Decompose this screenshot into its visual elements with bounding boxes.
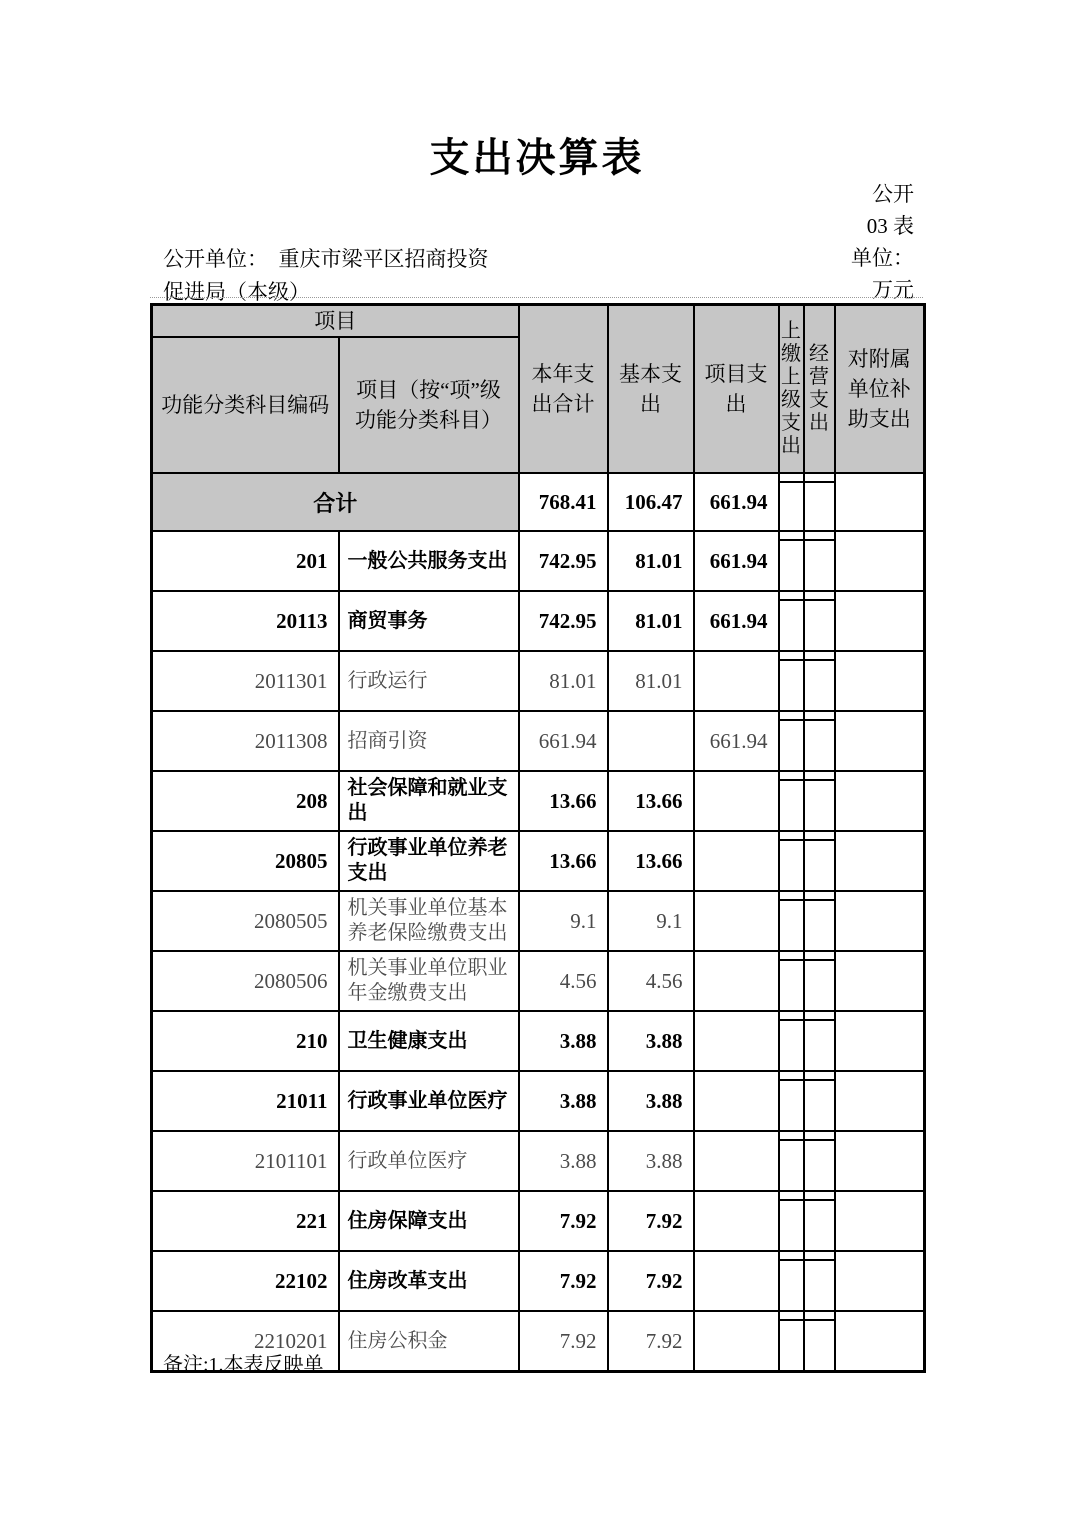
table-row [152,1011,925,1071]
project-expenditure-cell [694,771,779,831]
operating-expenditure-cell [804,651,835,711]
item-name-cell: 住房改革支出 [339,1251,519,1311]
total-expenditure-cell: 3.88 [519,1131,608,1191]
unit-value: 万元 [872,278,914,302]
table-row [152,473,925,531]
total-expenditure-cell: 768.41 [519,473,608,531]
subsidy-expenditure-cell [835,591,925,651]
project-expenditure-cell [694,891,779,951]
basic-expenditure-cell: 3.88 [608,1011,694,1071]
upper-level-expenditure-cell [779,1131,804,1191]
project-expenditure-cell: 661.94 [694,531,779,591]
upper-level-expenditure-cell [779,1071,804,1131]
org-name-line1: 公开单位： 重庆市梁平区招商投资 [163,247,489,271]
operating-expenditure-cell [804,473,835,531]
project-expenditure-cell [694,1311,779,1372]
upper-level-expenditure-cell [779,771,804,831]
operating-expenditure-cell [804,1131,835,1191]
subsidy-expenditure-cell [835,1011,925,1071]
total-expenditure-cell: 661.94 [519,711,608,771]
total-expenditure-cell: 3.88 [519,1011,608,1071]
operating-expenditure-cell [804,1191,835,1251]
upper-level-expenditure-cell [779,1011,804,1071]
function-code-cell: 2080505 [152,891,339,951]
project-expenditure-cell: 661.94 [694,591,779,651]
subsidy-expenditure-cell [835,1071,925,1131]
table-row [152,831,925,891]
doc-meta-right [851,178,914,306]
total-expenditure-cell: 7.92 [519,1251,608,1311]
doc-meta-left [163,243,583,309]
operating-expenditure-cell [804,531,835,591]
project-expenditure-cell [694,1191,779,1251]
item-name-cell: 住房保障支出 [339,1191,519,1251]
operating-expenditure-cell [804,831,835,891]
header-basic-expenditure: 基本支出 [608,305,694,474]
subsidy-expenditure-cell [835,831,925,891]
basic-expenditure-cell: 4.56 [608,951,694,1011]
header-project-expenditure: 项目支出 [694,305,779,474]
footnote: 备注:1.本表反映单 [163,1354,324,1376]
header-project-group: 项目 [152,305,519,338]
upper-level-expenditure-cell [779,831,804,891]
subsidy-expenditure-cell [835,1311,925,1372]
table-row [152,1191,925,1251]
form-public-label: 公开 [872,182,914,206]
operating-expenditure-cell [804,951,835,1011]
function-code-cell: 21011 [152,1071,339,1131]
upper-level-expenditure-cell [779,651,804,711]
basic-expenditure-cell [608,711,694,771]
project-expenditure-cell [694,1251,779,1311]
upper-level-expenditure-cell [779,1311,804,1372]
table-row [152,771,925,831]
header-subsidy-expenditure: 对附属单位补助支出 [835,305,925,474]
unit-label: 单位： [851,246,914,270]
total-expenditure-cell: 742.95 [519,591,608,651]
table-row [152,651,925,711]
page-title: 支出决算表 [429,135,645,180]
total-expenditure-cell: 81.01 [519,651,608,711]
project-expenditure-cell [694,951,779,1011]
function-code-cell: 2101101 [152,1131,339,1191]
item-name-cell: 商贸事务 [339,591,519,651]
upper-level-expenditure-cell [779,591,804,651]
function-code-cell: 20805 [152,831,339,891]
basic-expenditure-cell: 13.66 [608,771,694,831]
operating-expenditure-cell [804,1311,835,1372]
basic-expenditure-cell: 7.92 [608,1311,694,1372]
item-name-cell: 行政事业单位医疗 [339,1071,519,1131]
subsidy-expenditure-cell [835,951,925,1011]
project-expenditure-cell [694,1011,779,1071]
form-number-label: 03 表 [866,214,914,238]
project-expenditure-cell [694,1071,779,1131]
table-row [152,891,925,951]
subsidy-expenditure-cell [835,1251,925,1311]
expenditure-table [150,303,926,1373]
item-name-cell: 卫生健康支出 [339,1011,519,1071]
subsidy-expenditure-cell [835,1191,925,1251]
basic-expenditure-cell: 9.1 [608,891,694,951]
basic-expenditure-cell: 81.01 [608,531,694,591]
function-code-cell: 2210201 [152,1311,339,1372]
function-code-cell: 22102 [152,1251,339,1311]
function-code-cell: 221 [152,1191,339,1251]
upper-level-expenditure-cell [779,531,804,591]
header-function-code: 功能分类科目编码 [152,337,339,473]
basic-expenditure-cell: 7.92 [608,1191,694,1251]
item-name-cell: 行政单位医疗 [339,1131,519,1191]
subsidy-expenditure-cell [835,711,925,771]
total-expenditure-cell: 7.92 [519,1191,608,1251]
total-expenditure-cell: 13.66 [519,831,608,891]
function-code-cell: 20113 [152,591,339,651]
item-name-cell: 招商引资 [339,711,519,771]
subsidy-expenditure-cell [835,531,925,591]
operating-expenditure-cell [804,771,835,831]
project-expenditure-cell: 661.94 [694,711,779,771]
table-row [152,1251,925,1311]
header-upper-level-expenditure: 上缴上级支出 [779,305,804,474]
total-expenditure-cell: 7.92 [519,1311,608,1372]
basic-expenditure-cell: 81.01 [608,651,694,711]
total-expenditure-cell: 13.66 [519,771,608,831]
basic-expenditure-cell: 3.88 [608,1071,694,1131]
table-body [152,473,925,1372]
operating-expenditure-cell [804,711,835,771]
item-name-cell: 住房公积金 [339,1311,519,1372]
upper-level-expenditure-cell [779,1191,804,1251]
upper-level-expenditure-cell [779,1251,804,1311]
project-expenditure-cell [694,831,779,891]
table-row [152,531,925,591]
org-name-line2: 促进局（本级） [163,280,310,304]
table-row [152,1071,925,1131]
subsidy-expenditure-cell [835,473,925,531]
function-code-cell: 208 [152,771,339,831]
table-row [152,711,925,771]
basic-expenditure-cell: 7.92 [608,1251,694,1311]
item-name-cell: 一般公共服务支出 [339,531,519,591]
subsidy-expenditure-cell [835,771,925,831]
subsidy-expenditure-cell [835,891,925,951]
basic-expenditure-cell: 13.66 [608,831,694,891]
upper-level-expenditure-cell [779,711,804,771]
item-name-cell: 行政运行 [339,651,519,711]
basic-expenditure-cell: 81.01 [608,591,694,651]
total-expenditure-cell: 4.56 [519,951,608,1011]
operating-expenditure-cell [804,1251,835,1311]
upper-level-expenditure-cell [779,951,804,1011]
total-expenditure-cell: 9.1 [519,891,608,951]
subsidy-expenditure-cell [835,1131,925,1191]
function-code-cell: 210 [152,1011,339,1071]
item-name-cell: 行政事业单位养老支出 [339,831,519,891]
table-row [152,591,925,651]
operating-expenditure-cell [804,1071,835,1131]
upper-level-expenditure-cell [779,473,804,531]
function-code-cell: 2011308 [152,711,339,771]
row-total-label: 合计 [152,473,519,531]
item-name-cell: 机关事业单位职业年金缴费支出 [339,951,519,1011]
table-header [152,305,925,474]
subsidy-expenditure-cell [835,651,925,711]
project-expenditure-cell [694,651,779,711]
total-expenditure-cell: 742.95 [519,531,608,591]
table-row [152,951,925,1011]
project-expenditure-cell: 661.94 [694,473,779,531]
item-name-cell: 社会保障和就业支出 [339,771,519,831]
function-code-cell: 201 [152,531,339,591]
project-expenditure-cell [694,1131,779,1191]
operating-expenditure-cell [804,1011,835,1071]
header-operating-expenditure: 经营支出 [804,305,835,474]
function-code-cell: 2080506 [152,951,339,1011]
total-expenditure-cell: 3.88 [519,1071,608,1131]
operating-expenditure-cell [804,591,835,651]
page-guide-line [150,297,923,298]
basic-expenditure-cell: 106.47 [608,473,694,531]
basic-expenditure-cell: 3.88 [608,1131,694,1191]
item-name-cell: 机关事业单位基本养老保险缴费支出 [339,891,519,951]
upper-level-expenditure-cell [779,891,804,951]
header-item-name: 项目（按“项”级功能分类科目） [339,337,519,473]
header-total-expenditure: 本年支出合计 [519,305,608,474]
table-row [152,1131,925,1191]
operating-expenditure-cell [804,891,835,951]
function-code-cell: 2011301 [152,651,339,711]
